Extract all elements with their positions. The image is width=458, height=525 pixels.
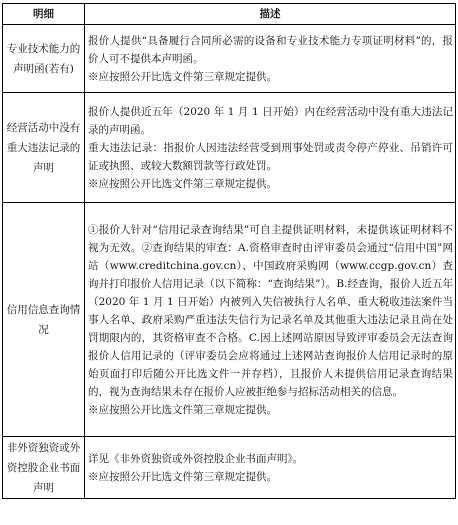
row-description	[85, 203, 456, 437]
requirements-table	[2, 3, 456, 499]
header-description: 描述	[85, 4, 456, 25]
description-note: ※应按照公开比选文件第三章规定提供。	[88, 70, 277, 83]
table-row	[3, 203, 456, 437]
description-text: 报价人提供“具备履行合同所必需的设备和专业技术能力专项证明材料”的，报价人可不提供本声明函。	[88, 34, 453, 65]
table-header-row	[3, 4, 456, 25]
description-note: ※应按照公开比选文件第三章规定提供。	[88, 403, 277, 416]
description-text: 报价人提供近五年（2020 年 1 月 1 日开始）内在经营活动中没有重大违法记录的声明函。	[88, 105, 453, 136]
row-description	[85, 25, 456, 93]
row-label: 专业技术能力的声明函(若有)	[3, 25, 85, 93]
table-row	[3, 437, 456, 499]
row-label: 信用信息查询情况	[3, 203, 85, 437]
description-text: ①报价人针对“信用记录查询结果”可自主提供证明材料，未提供该证明材料不视为无效。②查询结果的审查：A.资格审查时由评审委员会通过“信用中国”网站（www.creditchina.gov.cn）、中国政府采购网（www.ccgp.gov.cn）查询并打印报价人信用记录（以下简称：“查询结果”）。B.经查询，报价人近五年（2020 年 1 月 1 日开始）内被列入失信被执行人名单、重大税收违法案件当事人名单、政府采购严重违法失信行为记录名单及其他重大违法记录且尚在处罚期限内的，其资格审查不合格。C.因上述网站原因导致评审委员会无法查询报价人信用记录的（评审委员会应将通过上述网站查询报价人信用记录时的原始页面打印后随公开比选文件一并存档），且报价人未提供信用记录查询结果的，视为查询结果未存在报价人应被拒绝参与招标活动相关的信息。	[88, 223, 453, 398]
row-label: 非外资独资或外资控股企业书面声明	[3, 437, 85, 499]
header-detail: 明细	[3, 4, 85, 25]
row-description	[85, 93, 456, 203]
description-text: 重大违法记录：指报价人因违法经营受到刑事处罚或责令停产停业、吊销许可证或执照、或较大数额罚款等行政处罚。	[88, 141, 453, 172]
table-row	[3, 25, 456, 93]
description-text: 详见《非外资独资或外资控股企业书面声明》。	[88, 452, 304, 465]
description-note: ※应按照公开比选文件第三章规定提供。	[88, 177, 277, 190]
table-row	[3, 93, 456, 203]
row-description	[85, 437, 456, 499]
row-label: 经营活动中没有重大违法记录的声明	[3, 93, 85, 203]
description-note: ※应按照公开比选文件第三章规定提供。	[88, 470, 277, 483]
